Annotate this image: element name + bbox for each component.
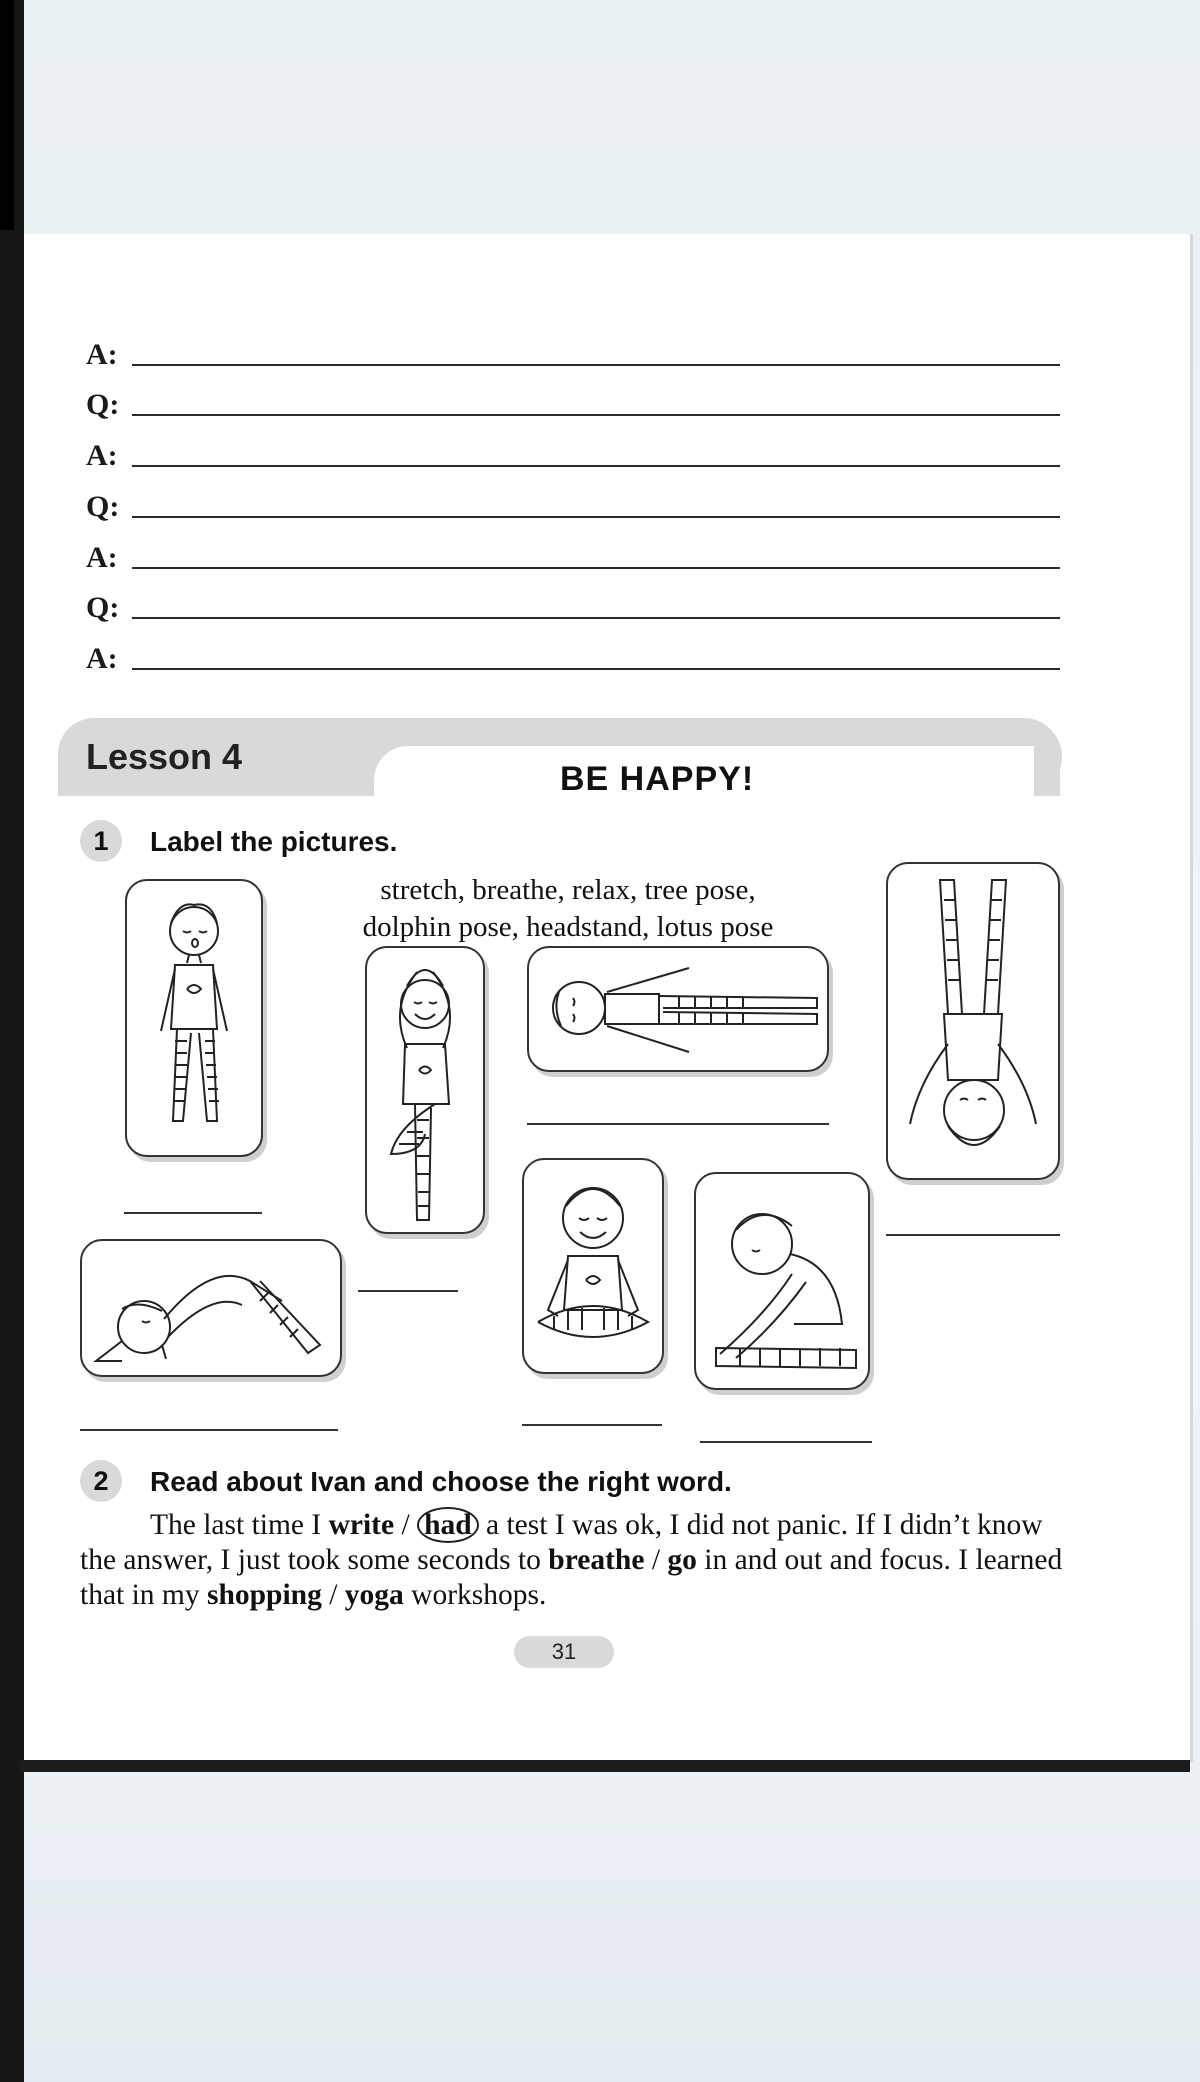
picture-tree-pose bbox=[365, 946, 485, 1234]
text-segment: / bbox=[394, 1509, 418, 1541]
picture-relax bbox=[527, 946, 829, 1072]
option-yoga[interactable]: yoga bbox=[344, 1579, 404, 1611]
child-headstand-illustration bbox=[888, 864, 1058, 1178]
picture-stretch bbox=[694, 1172, 870, 1390]
qa-label: Q: bbox=[86, 490, 120, 523]
question-line-2[interactable] bbox=[86, 482, 1060, 522]
text-segment: in and out and focus. I learned that in my bbox=[80, 1544, 1063, 1611]
child-dolphin-pose-illustration bbox=[82, 1241, 340, 1375]
picture-dolphin-pose bbox=[80, 1239, 342, 1377]
option-go[interactable]: go bbox=[667, 1544, 697, 1576]
word-bank bbox=[298, 872, 838, 946]
answer-line-3[interactable] bbox=[86, 533, 1060, 573]
write-line[interactable] bbox=[132, 384, 1060, 416]
task-number-1: 1 bbox=[80, 820, 122, 862]
label-line-5[interactable] bbox=[80, 1429, 338, 1431]
write-line[interactable] bbox=[132, 486, 1060, 518]
qa-label: Q: bbox=[86, 591, 120, 624]
answer-line-4[interactable] bbox=[86, 634, 1060, 674]
label-line-3[interactable] bbox=[527, 1123, 829, 1125]
write-line[interactable] bbox=[132, 435, 1060, 467]
task-2-title: Read about Ivan and choose the right word. bbox=[150, 1466, 732, 1497]
question-line-3[interactable] bbox=[86, 583, 1060, 623]
task-1-title: Label the pictures. bbox=[150, 826, 398, 857]
child-standing-illustration bbox=[127, 881, 261, 1155]
answer-line-2[interactable] bbox=[86, 431, 1060, 471]
picture-standing-breathe bbox=[125, 879, 263, 1157]
ivan-text bbox=[80, 1508, 1064, 1613]
child-lying-illustration bbox=[529, 948, 827, 1070]
scan-edge-dark bbox=[0, 0, 14, 230]
qa-label: Q: bbox=[86, 388, 120, 421]
picture-headstand bbox=[886, 862, 1060, 1180]
label-line-7[interactable] bbox=[700, 1441, 872, 1443]
task-number-2: 2 bbox=[80, 1460, 122, 1502]
page-bottom-edge bbox=[20, 1760, 1190, 1772]
label-line-6[interactable] bbox=[522, 1424, 662, 1426]
qa-label: A: bbox=[86, 439, 118, 472]
page-number: 31 bbox=[551, 1639, 577, 1664]
word-bank-line: dolphin pose, headstand, lotus pose bbox=[362, 911, 774, 943]
write-line[interactable] bbox=[132, 537, 1060, 569]
write-line[interactable] bbox=[132, 587, 1060, 619]
text-segment: / bbox=[644, 1544, 668, 1576]
child-stretch-illustration bbox=[696, 1174, 868, 1388]
lesson-label: Lesson 4 bbox=[86, 736, 243, 777]
answer-line-1[interactable] bbox=[86, 330, 1060, 370]
child-lotus-pose-illustration bbox=[524, 1160, 662, 1372]
option-shopping[interactable]: shopping bbox=[207, 1579, 322, 1611]
write-line[interactable] bbox=[132, 334, 1060, 366]
text-segment: The last time I bbox=[150, 1509, 329, 1541]
qa-label: A: bbox=[86, 642, 118, 675]
write-line[interactable] bbox=[132, 638, 1060, 670]
lesson-title: BE HAPPY! bbox=[560, 760, 755, 798]
option-had-circled[interactable]: had bbox=[417, 1507, 479, 1543]
text-segment: a test I was ok, I did not panic. If I didn’t know the answer, I just took some seconds to bbox=[80, 1509, 1043, 1576]
picture-lotus-pose bbox=[522, 1158, 664, 1374]
label-line-2[interactable] bbox=[358, 1290, 458, 1292]
text-segment: / bbox=[321, 1579, 345, 1611]
text-segment: workshops. bbox=[403, 1579, 547, 1611]
option-write[interactable]: write bbox=[328, 1509, 395, 1541]
word-bank-line: stretch, breathe, relax, tree pose, bbox=[380, 874, 756, 906]
label-line-4[interactable] bbox=[886, 1234, 1060, 1236]
option-breathe[interactable]: breathe bbox=[548, 1544, 645, 1576]
qa-label: A: bbox=[86, 541, 118, 574]
label-line-1[interactable] bbox=[124, 1212, 262, 1214]
child-tree-pose-illustration bbox=[367, 948, 483, 1232]
question-line-1[interactable] bbox=[86, 380, 1060, 420]
qa-label: A: bbox=[86, 338, 118, 371]
